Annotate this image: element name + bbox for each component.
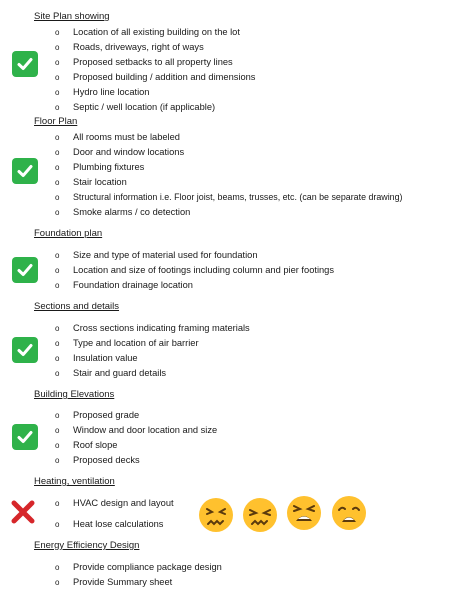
checkmark-icon: [12, 158, 38, 184]
section-heading-foundation-plan: Foundation plan: [34, 228, 103, 239]
confounded-face-icon: [198, 497, 234, 533]
checkmark-icon: [12, 337, 38, 363]
checkmark-icon: [12, 51, 38, 77]
confounded-face-icon: [242, 497, 278, 533]
list-item: o All rooms must be labeled: [55, 132, 180, 142]
list-item: o Insulation value: [55, 353, 138, 363]
list-item: o Location and size of footings including column and pier footings: [55, 265, 334, 275]
list-item: o Cross sections indicating framing materials: [55, 323, 250, 333]
section-heading-energy-efficiency: Energy Efficiency Design: [34, 540, 140, 551]
list-item: o Foundation drainage location: [55, 280, 193, 290]
tired-face-icon: [286, 495, 322, 531]
section-heading-building-elevations: Building Elevations: [34, 389, 115, 400]
list-item: o HVAC design and layout: [55, 498, 174, 508]
list-item: o Septic / well location (if applicable): [55, 102, 216, 112]
list-item: o Size and type of material used for foundation: [55, 250, 258, 260]
cross-mark-icon: [10, 499, 36, 525]
list-item: o Heat lose calculations: [55, 519, 164, 529]
section-heading-sections-details: Sections and details: [34, 301, 120, 312]
list-item: o Type and location of air barrier: [55, 338, 199, 348]
checkmark-icon: [12, 257, 38, 283]
list-item: o Window and door location and size: [55, 425, 218, 435]
weary-face-icon: [331, 495, 367, 531]
list-item: o Hydro line location: [55, 87, 150, 97]
list-item: o Stair and guard details: [55, 368, 167, 378]
section-heading-floor-plan: Floor Plan: [34, 116, 78, 127]
list-item: o Roof slope: [55, 440, 118, 450]
list-item: o Proposed setbacks to all property lines: [55, 57, 233, 67]
list-item: o Smoke alarms / co detection: [55, 207, 191, 217]
list-item: o Proposed grade: [55, 410, 140, 420]
list-item: o Plumbing fixtures: [55, 162, 145, 172]
list-item: o Location of all existing building on the lot: [55, 27, 240, 37]
list-item: o Provide compliance package design: [55, 562, 222, 572]
list-item: o Stair location: [55, 177, 127, 187]
list-item: o Structural information i.e. Floor joist, beams, trusses, etc. (can be separate drawing): [55, 192, 403, 202]
section-heading-site-plan: Site Plan showing: [34, 11, 110, 22]
list-item: o Provide Summary sheet: [55, 577, 173, 587]
list-item: o Roads, driveways, right of ways: [55, 42, 204, 52]
list-item: o Door and window locations: [55, 147, 185, 157]
section-heading-heating-ventilation: Heating, ventilation: [34, 476, 115, 487]
checkmark-icon: [12, 424, 38, 450]
list-item: o Proposed building / addition and dimensions: [55, 72, 256, 82]
list-item: o Proposed decks: [55, 455, 140, 465]
